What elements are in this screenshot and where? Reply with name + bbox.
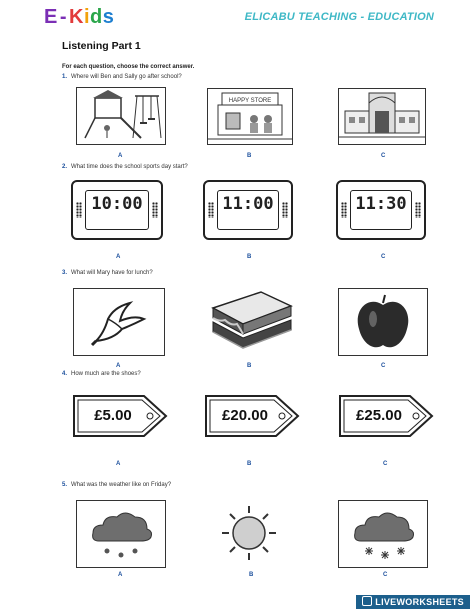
playground-icon [77,88,165,144]
question-number: 3. [62,270,68,276]
page-title: Listening Part 1 [62,40,141,52]
clock-time: 11:30 [350,190,412,230]
option-c-label: C [383,461,388,467]
logo-letter-d: d [90,6,103,28]
question-number: 1. [62,74,68,80]
speaker-dots [208,202,214,218]
option-b-label: B [247,153,252,159]
clock-time: 11:00 [217,190,279,230]
speaker-dots [76,202,82,218]
weather-rain-picture[interactable] [76,500,166,568]
logo-letter-s: s [102,6,115,28]
question-text: How much are the shoes? [71,371,141,377]
instruction-text: For each question, choose the correct answer. [62,64,195,70]
liveworksheets-badge[interactable] [356,595,470,609]
option-c-label: C [381,254,386,260]
speaker-dots [415,202,421,218]
footer-brand-text: LIVEWORKSHEETS [375,597,464,607]
library-picture[interactable] [338,88,426,145]
shop-sign-text: HAPPY STORE [228,98,272,104]
speaker-dots [152,202,158,218]
banana-icon [74,289,164,355]
logo-letter-i: i [83,6,91,28]
ekids-logo [44,6,114,29]
sandwich-picture[interactable] [205,286,295,354]
sandwich-icon [205,286,295,354]
clock-option-b[interactable] [203,180,293,240]
question-number: 5. [62,482,68,488]
option-b-label: B [247,461,252,467]
option-c-label: C [383,572,388,578]
sun-icon [204,500,294,566]
option-a-label: A [118,572,123,578]
apple-icon [339,289,427,355]
price-tag-option-c[interactable] [338,392,434,440]
liveworksheets-icon [362,596,372,606]
option-b-label: B [247,254,252,260]
question-text: Where will Ben and Sally go after school? [71,74,182,80]
option-a-label: A [116,461,121,467]
snow-cloud-icon [339,501,427,567]
price-tag-option-a[interactable] [72,392,168,440]
banana-picture[interactable] [73,288,165,356]
question-number: 2. [62,164,68,170]
rain-cloud-icon [77,501,165,567]
apple-picture[interactable] [338,288,428,356]
speaker-dots [341,202,347,218]
question-text: What will Mary have for lunch? [71,270,153,276]
option-b-label: B [247,363,252,369]
option-a-label: A [116,254,121,260]
clock-option-a[interactable] [71,180,163,240]
price-text: £20.00 [222,407,268,424]
question-number: 4. [62,371,68,377]
weather-snow-picture[interactable] [338,500,428,568]
question-3 [62,270,153,276]
question-text: What was the weather like on Friday? [71,482,172,488]
question-4 [62,371,141,377]
question-text: What time does the school sports day start? [71,164,188,170]
logo-letter-k: K [69,6,84,28]
option-b-label: B [249,572,254,578]
clock-time: 10:00 [85,190,149,230]
playground-picture[interactable] [76,87,166,145]
option-a-label: A [118,153,123,159]
price-tag-option-b[interactable] [204,392,300,440]
price-text: £5.00 [94,407,132,424]
store-picture[interactable] [207,88,293,145]
option-c-label: C [381,153,386,159]
store-icon [208,89,292,144]
speaker-dots [282,202,288,218]
question-2 [62,164,188,170]
building-icon [339,89,425,144]
option-c-label: C [381,363,386,369]
brand-title: ELICABU TEACHING - EDUCATION [244,11,434,23]
price-text: £25.00 [356,407,402,424]
weather-sun-picture[interactable] [204,500,294,566]
question-1 [62,74,182,80]
clock-option-c[interactable] [336,180,426,240]
logo-letter-e: E [44,6,58,28]
logo-dash: - [59,6,68,28]
question-5 [62,482,171,488]
option-a-label: A [116,363,121,369]
